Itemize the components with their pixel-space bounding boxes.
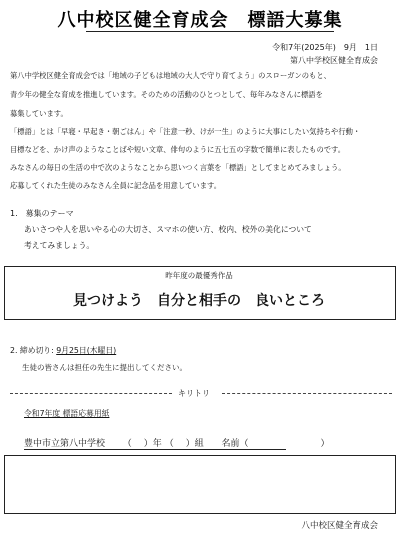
entry-form-underline <box>24 449 286 450</box>
entry-form-title: 令和7年度 標語応募用紙 <box>24 409 110 418</box>
page-title: 八中校区健全育成会 標語大募集 <box>57 10 343 31</box>
theme-heading: 1. 募集のテーマ <box>10 209 74 218</box>
grade-paren-open: （ <box>122 439 132 449</box>
intro-line: 募集しています。 <box>10 109 68 118</box>
name-label: 名前 <box>221 439 240 449</box>
theme-line: 考えてみましょう。 <box>24 241 95 250</box>
intro-line: 第八中学校区健全育成会では「地域の子どもは地域の大人で守り育てよう」のスローガンのもと、 <box>10 71 331 80</box>
name-paren-open: （ <box>239 439 249 449</box>
cut-line-left <box>10 393 172 394</box>
intro-line: 「標語」とは「早寝・早起き・朝ごはん」や「注意一秒、けが一生」のように大事にしたい気持ちや行動・ <box>10 127 361 136</box>
best-work-caption: 昨年度の最優秀作品 <box>165 271 233 280</box>
best-work-slogan: 見つけよう 自分と相手の 良いところ <box>73 293 325 309</box>
intro-line: 目標などを、かけ声のようなことばや短い文章、俳句のように五七五の字数で簡単に表したものです。 <box>10 145 346 154</box>
class-paren-open: （ <box>164 439 174 449</box>
intro-line: みなさんの毎日の生活の中で次のようなことから思いつく言葉を「標語」としてまとめてみましょう。 <box>10 163 346 172</box>
school-name: 豊中市立第八中学校 <box>24 439 106 449</box>
deadline <box>10 345 116 356</box>
name-paren-close: ） <box>320 439 330 449</box>
slogan-answer-box[interactable] <box>4 455 396 514</box>
intro-line: 応募してくれた生徒のみなさん全員に記念品を用意しています。 <box>10 181 222 190</box>
cut-line-right <box>222 393 392 394</box>
title-underline <box>86 31 334 32</box>
entry-form-fields <box>24 436 330 449</box>
deadline-label: 2. 締め切り: <box>10 346 54 355</box>
cut-label: キリトリ <box>178 389 210 398</box>
deadline-date: 9月25日(木曜日) <box>56 346 117 355</box>
grade-paren-close: ） <box>143 439 153 449</box>
deadline-note: 生徒の皆さんは担任の先生に提出してください。 <box>22 363 187 372</box>
theme-line: あいさつや人を思いやる心の大切さ、スマホの使い方、校内、校外の美化について <box>24 225 312 234</box>
footer-organizer: 八中校区健全育成会 <box>301 521 378 531</box>
intro-line: 青少年の健全な育成を推進しています。そのための活動のひとつとして、毎年みなさんに標語を <box>10 90 323 99</box>
issue-date: 令和7年(2025年) 9月 1日 <box>272 43 378 52</box>
organizer-name: 第八中学校区健全育成会 <box>290 56 378 65</box>
class-label: 組 <box>194 439 204 449</box>
grade-label: 年 <box>152 439 162 449</box>
class-paren-close: ） <box>185 439 195 449</box>
